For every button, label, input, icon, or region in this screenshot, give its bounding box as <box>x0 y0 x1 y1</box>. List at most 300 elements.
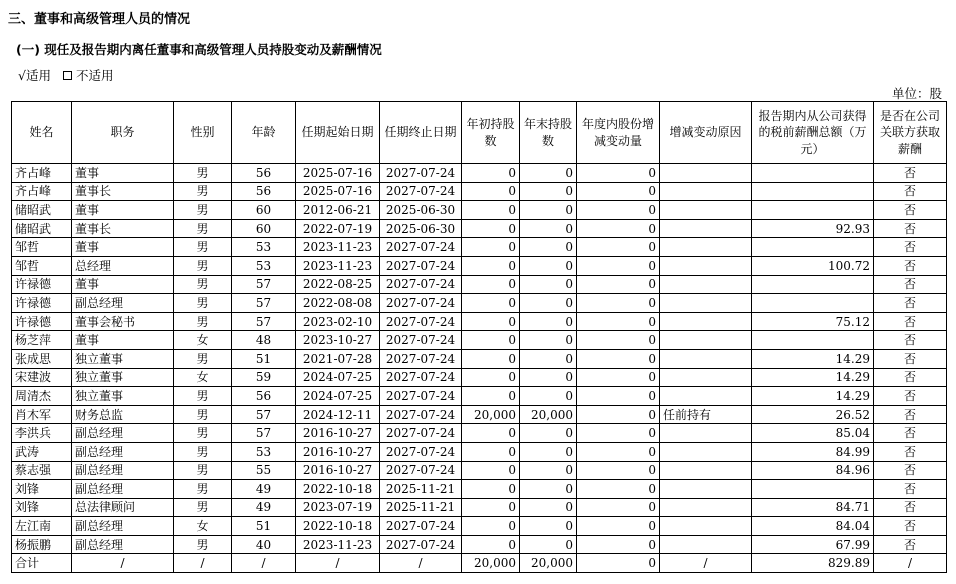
cell-age: 53 <box>232 442 296 461</box>
header-related-party-pay: 是否在公司关联方获取薪酬 <box>874 102 947 164</box>
cell-compensation: 14.29 <box>752 387 874 406</box>
cell-change-reason <box>660 387 752 406</box>
cell-gender: 男 <box>174 294 232 313</box>
cell-name: 许禄德 <box>12 275 72 294</box>
cell-term-end: 2027-07-24 <box>380 461 462 480</box>
cell-term-start: 2022-08-25 <box>296 275 380 294</box>
cell-shares-begin: 0 <box>462 256 520 275</box>
cell-term-start: 2023-11-23 <box>296 238 380 257</box>
cell-related-party-pay: 否 <box>874 442 947 461</box>
cell-change-reason <box>660 294 752 313</box>
cell-gender: 男 <box>174 164 232 183</box>
cell-related-party-pay: 否 <box>874 405 947 424</box>
cell-position: 董事 <box>72 164 174 183</box>
cell-age: 57 <box>232 275 296 294</box>
cell-related-party-pay: 否 <box>874 256 947 275</box>
cell-term-start: 2023-07-19 <box>296 498 380 517</box>
cell-shares-change: 0 <box>577 498 660 517</box>
cell-shares-begin: 0 <box>462 498 520 517</box>
cell-compensation: 14.29 <box>752 368 874 387</box>
cell-shares-end: 0 <box>520 238 577 257</box>
cell-shares-begin: 0 <box>462 312 520 331</box>
cell-gender: 男 <box>174 349 232 368</box>
cell-position: 总法律顾问 <box>72 498 174 517</box>
cell-term-start: 2022-07-19 <box>296 219 380 238</box>
cell-gender: 女 <box>174 517 232 536</box>
cell-shares-end: 0 <box>520 461 577 480</box>
cell-position: 董事 <box>72 331 174 350</box>
cell-age: 57 <box>232 405 296 424</box>
cell-term-end: 2027-07-24 <box>380 535 462 554</box>
cell-term-end: 2027-07-24 <box>380 442 462 461</box>
cell-gender: 男 <box>174 480 232 499</box>
cell-term-end: 2027-07-24 <box>380 517 462 536</box>
cell-compensation <box>752 275 874 294</box>
cell-related-party-pay: 否 <box>874 238 947 257</box>
total-shares-begin: 20,000 <box>462 554 520 573</box>
cell-compensation: 84.71 <box>752 498 874 517</box>
cell-change-reason <box>660 182 752 201</box>
cell-age: 40 <box>232 535 296 554</box>
cell-name: 杨振鹏 <box>12 535 72 554</box>
header-compensation: 报告期内从公司获得的税前薪酬总额（万元） <box>752 102 874 164</box>
table-row <box>12 164 947 183</box>
cell-shares-end: 0 <box>520 182 577 201</box>
cell-shares-end: 0 <box>520 164 577 183</box>
cell-compensation <box>752 201 874 220</box>
cell-shares-begin: 0 <box>462 535 520 554</box>
total-position: / <box>72 554 174 573</box>
cell-shares-end: 20,000 <box>520 405 577 424</box>
cell-name: 储昭武 <box>12 219 72 238</box>
cell-position: 董事 <box>72 238 174 257</box>
table-row <box>12 349 947 368</box>
cell-position: 副总经理 <box>72 294 174 313</box>
cell-term-end: 2027-07-24 <box>380 256 462 275</box>
cell-name: 武涛 <box>12 442 72 461</box>
cell-compensation: 84.96 <box>752 461 874 480</box>
cell-name: 李洪兵 <box>12 424 72 443</box>
cell-shares-change: 0 <box>577 535 660 554</box>
table-row <box>12 424 947 443</box>
cell-shares-begin: 0 <box>462 349 520 368</box>
cell-shares-begin: 0 <box>462 182 520 201</box>
table-row <box>12 238 947 257</box>
cell-age: 55 <box>232 461 296 480</box>
cell-name: 许禄德 <box>12 294 72 313</box>
cell-name: 储昭武 <box>12 201 72 220</box>
cell-change-reason <box>660 238 752 257</box>
cell-related-party-pay: 否 <box>874 312 947 331</box>
cell-change-reason <box>660 517 752 536</box>
cell-term-start: 2012-06-21 <box>296 201 380 220</box>
cell-related-party-pay: 否 <box>874 331 947 350</box>
table-body <box>12 164 947 573</box>
cell-related-party-pay: 否 <box>874 349 947 368</box>
checkbox-icon <box>63 71 72 80</box>
cell-name: 齐占峰 <box>12 182 72 201</box>
header-name: 姓名 <box>12 102 72 164</box>
section-title: 三、董事和高级管理人员的情况 <box>8 12 191 27</box>
cell-age: 51 <box>232 517 296 536</box>
cell-compensation: 67.99 <box>752 535 874 554</box>
cell-related-party-pay: 否 <box>874 164 947 183</box>
table-row <box>12 368 947 387</box>
cell-term-start: 2022-10-18 <box>296 517 380 536</box>
cell-term-start: 2025-07-16 <box>296 182 380 201</box>
cell-term-end: 2027-07-24 <box>380 312 462 331</box>
cell-gender: 男 <box>174 535 232 554</box>
cell-name: 刘锋 <box>12 498 72 517</box>
table-row <box>12 535 947 554</box>
cell-name: 杨芝萍 <box>12 331 72 350</box>
cell-related-party-pay: 否 <box>874 480 947 499</box>
cell-term-end: 2027-07-24 <box>380 349 462 368</box>
cell-change-reason <box>660 201 752 220</box>
cell-shares-change: 0 <box>577 256 660 275</box>
cell-name: 齐占峰 <box>12 164 72 183</box>
cell-shares-change: 0 <box>577 387 660 406</box>
cell-compensation: 84.99 <box>752 442 874 461</box>
cell-related-party-pay: 否 <box>874 275 947 294</box>
cell-shares-end: 0 <box>520 349 577 368</box>
cell-position: 董事 <box>72 275 174 294</box>
table-row <box>12 480 947 499</box>
cell-related-party-pay: 否 <box>874 387 947 406</box>
cell-compensation: 84.04 <box>752 517 874 536</box>
total-compensation: 829.89 <box>752 554 874 573</box>
table-row <box>12 498 947 517</box>
cell-term-start: 2024-07-25 <box>296 387 380 406</box>
cell-shares-change: 0 <box>577 349 660 368</box>
cell-shares-end: 0 <box>520 498 577 517</box>
cell-age: 53 <box>232 256 296 275</box>
cell-shares-end: 0 <box>520 219 577 238</box>
cell-shares-begin: 0 <box>462 387 520 406</box>
cell-gender: 女 <box>174 331 232 350</box>
applicability-options <box>18 66 113 84</box>
table-row <box>12 517 947 536</box>
cell-gender: 男 <box>174 461 232 480</box>
cell-shares-end: 0 <box>520 424 577 443</box>
cell-change-reason <box>660 480 752 499</box>
cell-change-reason <box>660 442 752 461</box>
cell-related-party-pay: 否 <box>874 219 947 238</box>
cell-position: 董事长 <box>72 219 174 238</box>
cell-position: 副总经理 <box>72 517 174 536</box>
cell-shares-end: 0 <box>520 331 577 350</box>
header-term-start: 任期起始日期 <box>296 102 380 164</box>
cell-name: 宋建波 <box>12 368 72 387</box>
cell-term-end: 2027-07-24 <box>380 387 462 406</box>
cell-shares-change: 0 <box>577 480 660 499</box>
cell-shares-end: 0 <box>520 480 577 499</box>
header-shares-change: 年度内股份增减变动量 <box>577 102 660 164</box>
cell-term-start: 2025-07-16 <box>296 164 380 183</box>
cell-change-reason <box>660 312 752 331</box>
cell-age: 57 <box>232 294 296 313</box>
cell-position: 副总经理 <box>72 424 174 443</box>
header-age: 年龄 <box>232 102 296 164</box>
total-change-reason: / <box>660 554 752 573</box>
cell-position: 副总经理 <box>72 442 174 461</box>
cell-name: 张成思 <box>12 349 72 368</box>
table-row <box>12 275 947 294</box>
total-related-party-pay: / <box>874 554 947 573</box>
table-row <box>12 331 947 350</box>
applicable-option: √适用 <box>18 68 51 83</box>
cell-shares-end: 0 <box>520 368 577 387</box>
cell-change-reason <box>660 461 752 480</box>
cell-gender: 男 <box>174 201 232 220</box>
cell-compensation: 26.52 <box>752 405 874 424</box>
cell-term-end: 2027-07-24 <box>380 294 462 313</box>
table-row <box>12 312 947 331</box>
cell-shares-begin: 0 <box>462 368 520 387</box>
cell-position: 董事会秘书 <box>72 312 174 331</box>
cell-shares-begin: 0 <box>462 461 520 480</box>
cell-name: 肖木军 <box>12 405 72 424</box>
cell-term-end: 2025-11-21 <box>380 480 462 499</box>
cell-gender: 女 <box>174 368 232 387</box>
header-position: 职务 <box>72 102 174 164</box>
unit-label: 单位：股 <box>891 86 942 101</box>
cell-change-reason <box>660 275 752 294</box>
cell-position: 董事长 <box>72 182 174 201</box>
table-row <box>12 387 947 406</box>
cell-age: 57 <box>232 424 296 443</box>
cell-term-end: 2027-07-24 <box>380 275 462 294</box>
table-row <box>12 294 947 313</box>
cell-related-party-pay: 否 <box>874 368 947 387</box>
cell-term-start: 2024-12-11 <box>296 405 380 424</box>
cell-term-end: 2027-07-24 <box>380 368 462 387</box>
cell-compensation: 92.93 <box>752 219 874 238</box>
cell-gender: 男 <box>174 238 232 257</box>
cell-related-party-pay: 否 <box>874 517 947 536</box>
cell-related-party-pay: 否 <box>874 498 947 517</box>
total-row <box>12 554 947 573</box>
cell-position: 副总经理 <box>72 480 174 499</box>
cell-gender: 男 <box>174 498 232 517</box>
cell-term-start: 2016-10-27 <box>296 461 380 480</box>
cell-shares-begin: 0 <box>462 238 520 257</box>
cell-shares-begin: 0 <box>462 480 520 499</box>
cell-gender: 男 <box>174 182 232 201</box>
cell-position: 副总经理 <box>72 461 174 480</box>
cell-shares-change: 0 <box>577 294 660 313</box>
cell-term-start: 2023-11-23 <box>296 256 380 275</box>
total-gender: / <box>174 554 232 573</box>
cell-compensation <box>752 480 874 499</box>
table-row <box>12 182 947 201</box>
cell-term-start: 2022-10-18 <box>296 480 380 499</box>
cell-shares-change: 0 <box>577 164 660 183</box>
cell-age: 51 <box>232 349 296 368</box>
cell-compensation <box>752 331 874 350</box>
cell-related-party-pay: 否 <box>874 424 947 443</box>
cell-age: 53 <box>232 238 296 257</box>
cell-shares-end: 0 <box>520 275 577 294</box>
total-name: 合计 <box>12 554 72 573</box>
header-change-reason: 增减变动原因 <box>660 102 752 164</box>
cell-term-end: 2025-06-30 <box>380 219 462 238</box>
cell-position: 财务总监 <box>72 405 174 424</box>
cell-term-start: 2023-02-10 <box>296 312 380 331</box>
cell-term-end: 2027-07-24 <box>380 182 462 201</box>
cell-shares-change: 0 <box>577 517 660 536</box>
cell-change-reason <box>660 535 752 554</box>
cell-gender: 男 <box>174 312 232 331</box>
cell-compensation <box>752 238 874 257</box>
cell-compensation: 85.04 <box>752 424 874 443</box>
table-row <box>12 219 947 238</box>
cell-change-reason <box>660 164 752 183</box>
cell-term-end: 2027-07-24 <box>380 164 462 183</box>
cell-term-start: 2016-10-27 <box>296 424 380 443</box>
cell-gender: 男 <box>174 219 232 238</box>
cell-position: 董事 <box>72 201 174 220</box>
cell-change-reason <box>660 498 752 517</box>
cell-related-party-pay: 否 <box>874 294 947 313</box>
cell-shares-begin: 0 <box>462 424 520 443</box>
cell-term-end: 2027-07-24 <box>380 238 462 257</box>
cell-related-party-pay: 否 <box>874 535 947 554</box>
header-gender: 性别 <box>174 102 232 164</box>
cell-change-reason <box>660 349 752 368</box>
cell-name: 蔡志强 <box>12 461 72 480</box>
cell-term-start: 2023-10-27 <box>296 331 380 350</box>
header-shares-begin: 年初持股数 <box>462 102 520 164</box>
cell-position: 总经理 <box>72 256 174 275</box>
cell-age: 56 <box>232 182 296 201</box>
cell-gender: 男 <box>174 256 232 275</box>
cell-age: 48 <box>232 331 296 350</box>
cell-term-end: 2027-07-24 <box>380 405 462 424</box>
cell-compensation <box>752 182 874 201</box>
cell-compensation <box>752 164 874 183</box>
cell-change-reason: 任前持有 <box>660 405 752 424</box>
cell-position: 独立董事 <box>72 349 174 368</box>
cell-shares-begin: 20,000 <box>462 405 520 424</box>
table-row <box>12 201 947 220</box>
cell-shares-begin: 0 <box>462 201 520 220</box>
cell-gender: 男 <box>174 387 232 406</box>
cell-shares-change: 0 <box>577 275 660 294</box>
cell-shares-change: 0 <box>577 368 660 387</box>
cell-age: 60 <box>232 219 296 238</box>
total-shares-change: 0 <box>577 554 660 573</box>
cell-name: 左江南 <box>12 517 72 536</box>
cell-term-start: 2023-11-23 <box>296 535 380 554</box>
cell-name: 刘锋 <box>12 480 72 499</box>
cell-compensation: 14.29 <box>752 349 874 368</box>
cell-term-start: 2022-08-08 <box>296 294 380 313</box>
cell-shares-end: 0 <box>520 294 577 313</box>
not-applicable-option: 不适用 <box>75 68 114 83</box>
cell-shares-end: 0 <box>520 517 577 536</box>
cell-compensation <box>752 294 874 313</box>
cell-shares-change: 0 <box>577 461 660 480</box>
table-header-row <box>12 102 947 164</box>
cell-name: 邹哲 <box>12 256 72 275</box>
cell-shares-change: 0 <box>577 219 660 238</box>
subsection-title: (一) 现任及报告期内离任董事和高级管理人员持股变动及薪酬情况 <box>16 42 382 57</box>
cell-shares-change: 0 <box>577 405 660 424</box>
cell-age: 49 <box>232 498 296 517</box>
cell-term-start: 2021-07-28 <box>296 349 380 368</box>
cell-age: 60 <box>232 201 296 220</box>
cell-shares-change: 0 <box>577 238 660 257</box>
total-term-start: / <box>296 554 380 573</box>
cell-term-end: 2025-11-21 <box>380 498 462 517</box>
cell-shares-begin: 0 <box>462 294 520 313</box>
cell-term-end: 2027-07-24 <box>380 331 462 350</box>
cell-gender: 男 <box>174 442 232 461</box>
cell-change-reason <box>660 424 752 443</box>
cell-age: 59 <box>232 368 296 387</box>
cell-related-party-pay: 否 <box>874 182 947 201</box>
cell-age: 49 <box>232 480 296 499</box>
total-shares-end: 20,000 <box>520 554 577 573</box>
cell-name: 许禄德 <box>12 312 72 331</box>
cell-shares-change: 0 <box>577 182 660 201</box>
cell-change-reason <box>660 368 752 387</box>
cell-shares-end: 0 <box>520 312 577 331</box>
cell-compensation: 75.12 <box>752 312 874 331</box>
cell-shares-end: 0 <box>520 387 577 406</box>
header-shares-end: 年末持股数 <box>520 102 577 164</box>
cell-position: 独立董事 <box>72 368 174 387</box>
cell-shares-change: 0 <box>577 312 660 331</box>
cell-shares-change: 0 <box>577 331 660 350</box>
cell-name: 周清杰 <box>12 387 72 406</box>
cell-shares-begin: 0 <box>462 442 520 461</box>
cell-change-reason <box>660 331 752 350</box>
cell-term-end: 2027-07-24 <box>380 424 462 443</box>
cell-position: 副总经理 <box>72 535 174 554</box>
table-row <box>12 461 947 480</box>
table-row <box>12 405 947 424</box>
cell-shares-change: 0 <box>577 442 660 461</box>
cell-age: 57 <box>232 312 296 331</box>
cell-shares-end: 0 <box>520 256 577 275</box>
cell-shares-end: 0 <box>520 535 577 554</box>
cell-change-reason <box>660 256 752 275</box>
cell-shares-begin: 0 <box>462 275 520 294</box>
holdings-compensation-table <box>11 101 947 573</box>
cell-term-start: 2024-07-25 <box>296 368 380 387</box>
cell-age: 56 <box>232 387 296 406</box>
cell-shares-begin: 0 <box>462 517 520 536</box>
cell-shares-change: 0 <box>577 201 660 220</box>
cell-term-start: 2016-10-27 <box>296 442 380 461</box>
cell-shares-begin: 0 <box>462 219 520 238</box>
table-row <box>12 256 947 275</box>
cell-age: 56 <box>232 164 296 183</box>
cell-shares-change: 0 <box>577 424 660 443</box>
cell-shares-end: 0 <box>520 442 577 461</box>
total-term-end: / <box>380 554 462 573</box>
cell-term-end: 2025-06-30 <box>380 201 462 220</box>
cell-gender: 男 <box>174 424 232 443</box>
cell-shares-end: 0 <box>520 201 577 220</box>
cell-position: 独立董事 <box>72 387 174 406</box>
cell-shares-begin: 0 <box>462 164 520 183</box>
table-row <box>12 442 947 461</box>
cell-related-party-pay: 否 <box>874 461 947 480</box>
cell-change-reason <box>660 219 752 238</box>
